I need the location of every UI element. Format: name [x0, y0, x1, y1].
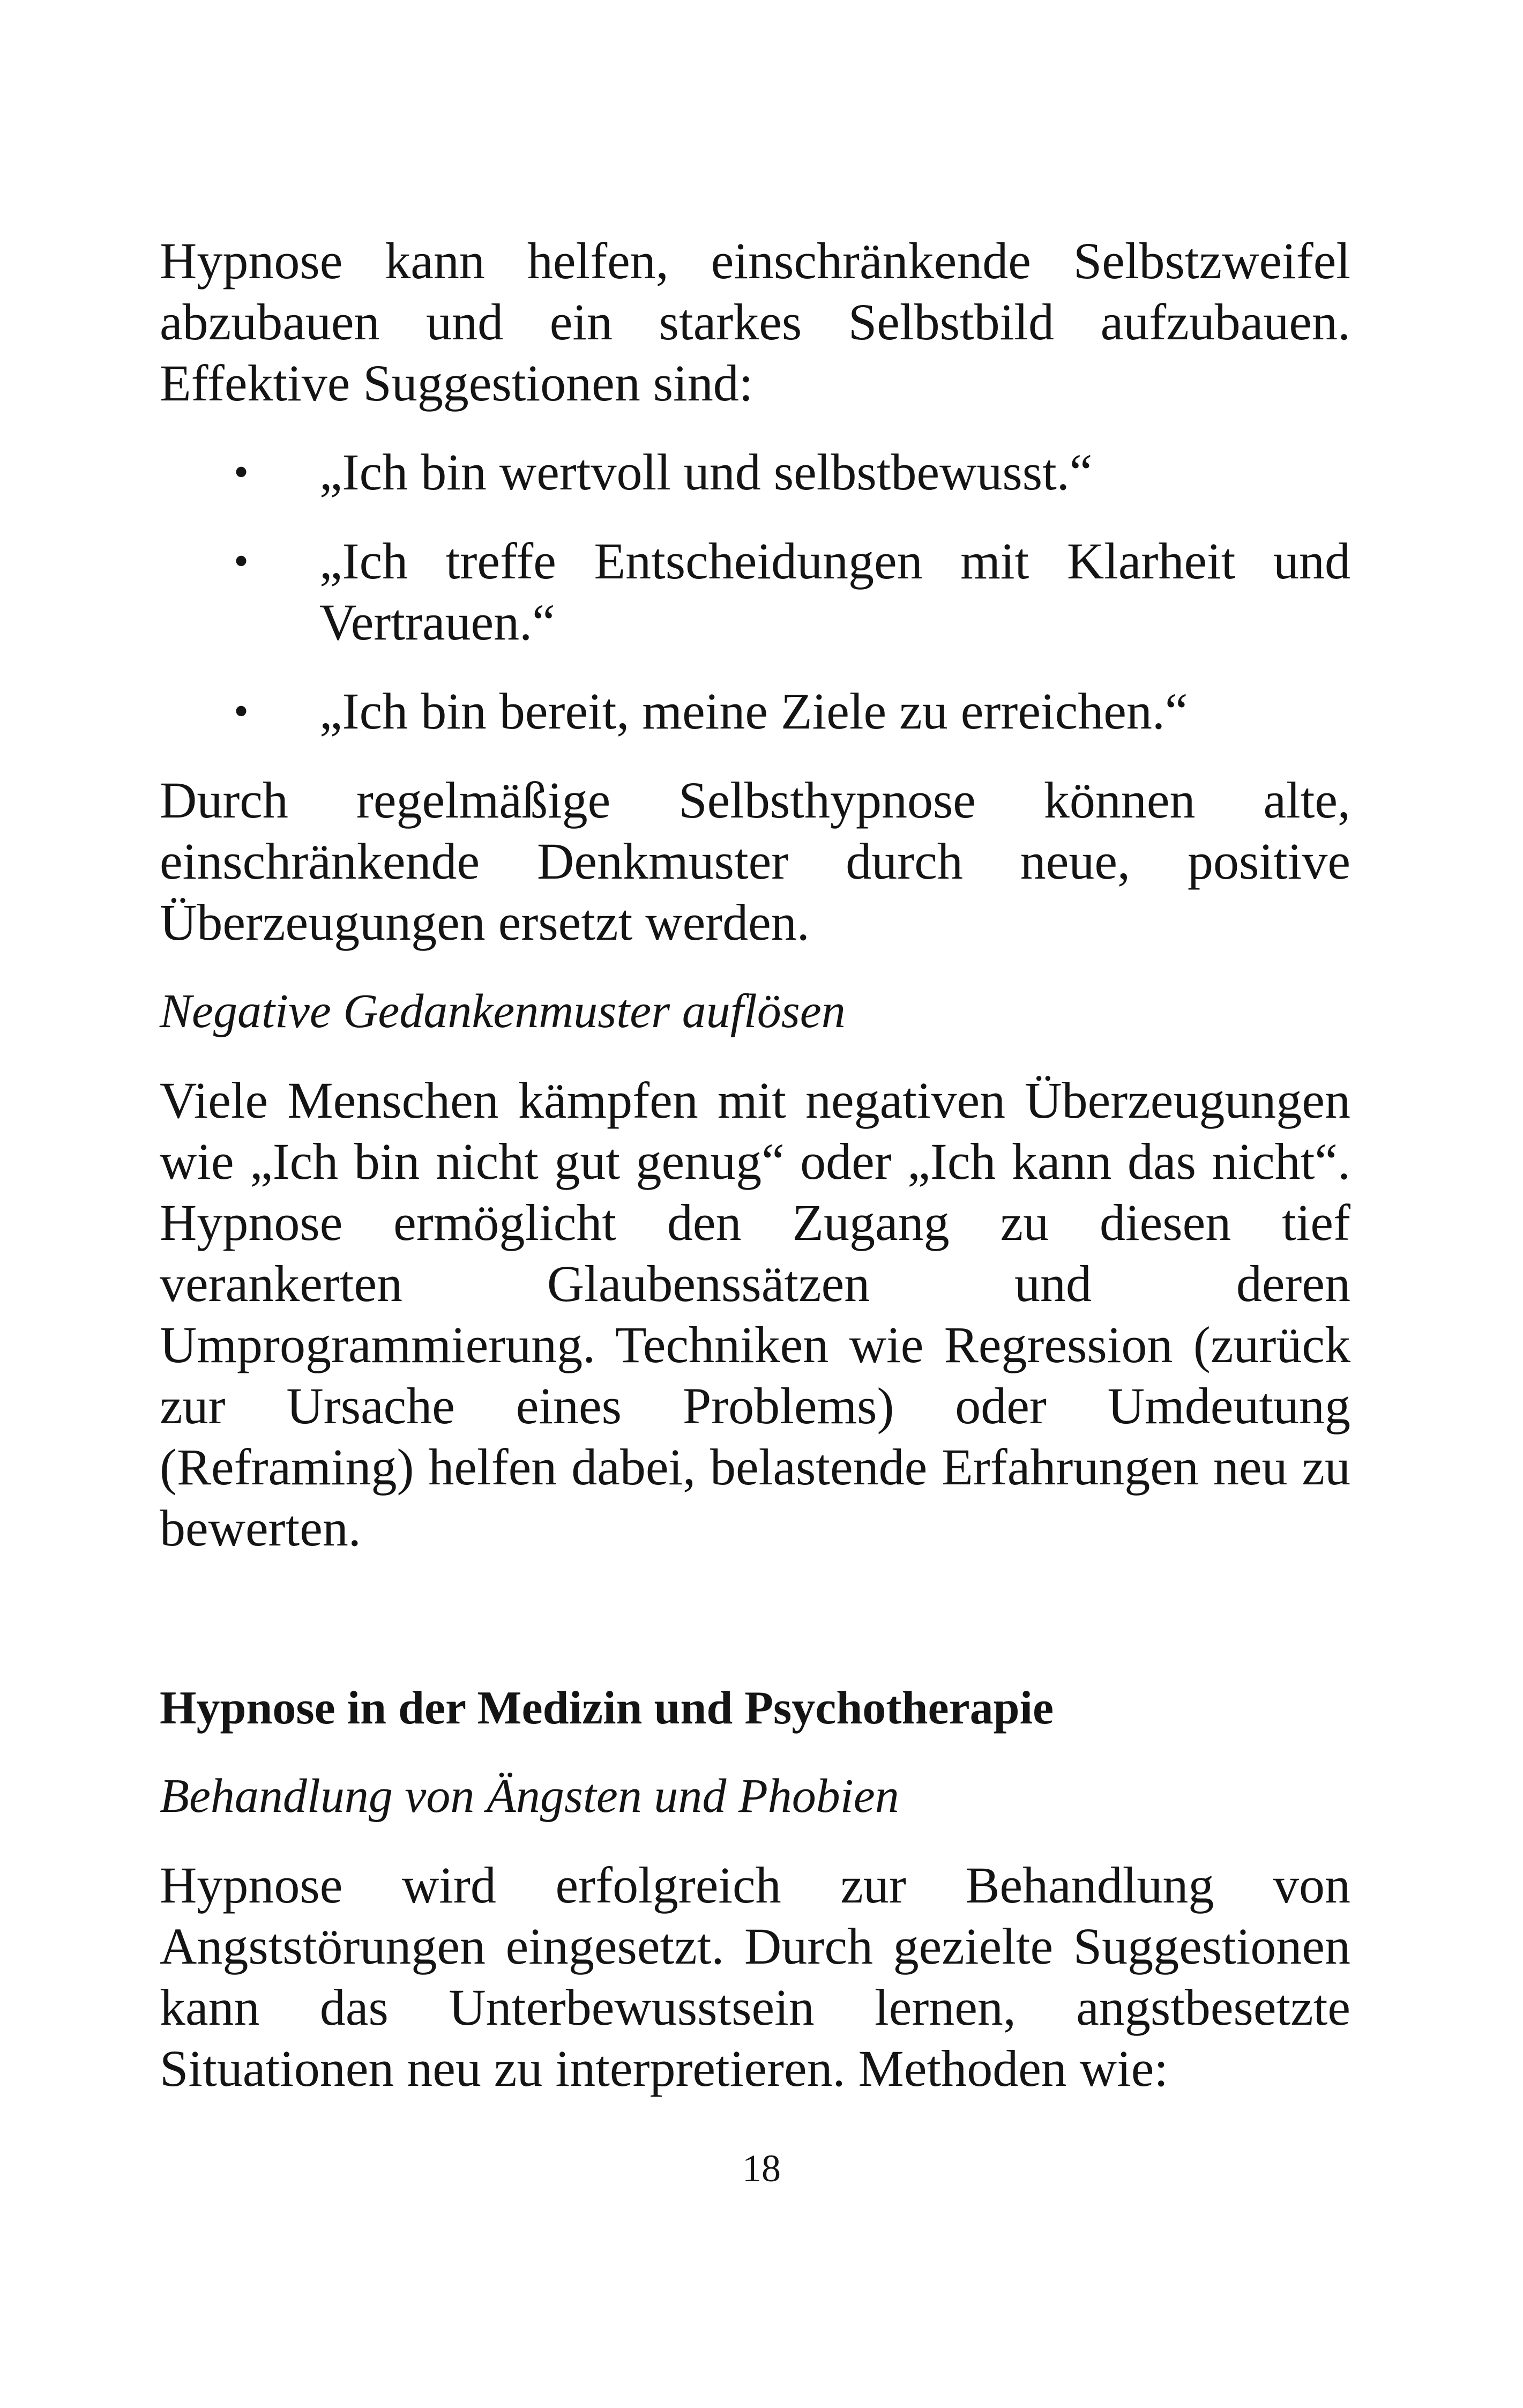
section-title: Hypnose in der Medizin und Psychotherapie [160, 1682, 1054, 1734]
page-number: 18 [742, 2147, 781, 2190]
list-item [160, 681, 1350, 742]
suggestion-text: „Ich treffe Entscheidungen mit Klarheit und Vertrauen.“ [319, 532, 1350, 651]
selfhypnosis-paragraph: Durch regelmäßige Selbsthypnose können alte, einschränkende Denkmuster durch neue, positive Überzeugungen ersetzt werden. [160, 771, 1350, 951]
subheading-anxiety: Behandlung von Ängsten und Phobien [160, 1770, 899, 1823]
suggestion-text: „Ich bin bereit, meine Ziele zu erreichen.“ [319, 682, 1188, 740]
bullet-icon: • [234, 688, 249, 735]
list-item [160, 442, 1350, 503]
suggestion-text: „Ich bin wertvoll und selbstbewusst.“ [319, 443, 1093, 501]
list-item [160, 531, 1350, 653]
anxiety-paragraph: Hypnose wird erfolgreich zur Behandlung von Angststörungen eingesetzt. Durch gezielte Suggestionen kann das Unterbewusstsein lernen, angstbesetzte Situationen neu zu interpretieren. Methoden wie: [160, 1856, 1350, 2097]
negative-paragraph: Viele Menschen kämpfen mit negativen Überzeugungen wie „Ich bin nicht gut genug“ oder „Ich kann das nicht“. Hypnose ermöglicht den Zugang zu diesen tief verankerten Glaubenssätzen und deren Umprogrammierung. Techniken wie Regression (zurück zur Ursache eines Problems) oder Umdeutung (Reframing) helfen dabei, belastende Erfahrungen neu zu bewerten. [160, 1072, 1350, 1557]
suggestion-list [160, 442, 1350, 742]
intro-paragraph: Hypnose kann helfen, einschränkende Selbstzweifel abzubauen und ein starkes Selbstbild aufzubauen. Effektive Suggestionen sind: [160, 232, 1350, 412]
bullet-icon: • [234, 449, 249, 496]
subheading-negative: Negative Gedankenmuster auflösen [160, 985, 846, 1038]
page-content [160, 231, 1350, 2099]
bullet-icon: • [234, 538, 249, 585]
